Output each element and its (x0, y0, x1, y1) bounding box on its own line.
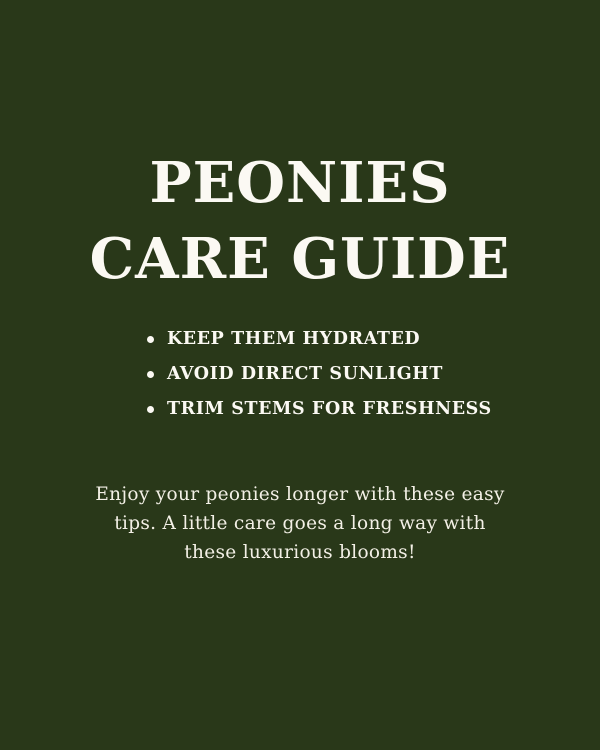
tip-label: TRIM STEMS FOR FRESHNESS (167, 399, 492, 419)
bullet-icon (147, 371, 154, 378)
list-item (145, 322, 492, 357)
description-text: Enjoy your peonies longer with these easy tips. A little care goes a long way with these luxurious blooms! (95, 484, 505, 563)
list-item (145, 357, 492, 392)
page-title (0, 145, 600, 297)
bullet-icon (147, 406, 154, 413)
title-line-1: PEONIES (149, 150, 451, 216)
tips-list (145, 322, 492, 427)
tip-label: AVOID DIRECT SUNLIGHT (167, 364, 444, 384)
tip-label: KEEP THEM HYDRATED (167, 329, 421, 349)
bullet-icon (147, 336, 154, 343)
title-line-2: CARE GUIDE (89, 226, 511, 292)
list-item (145, 392, 492, 427)
